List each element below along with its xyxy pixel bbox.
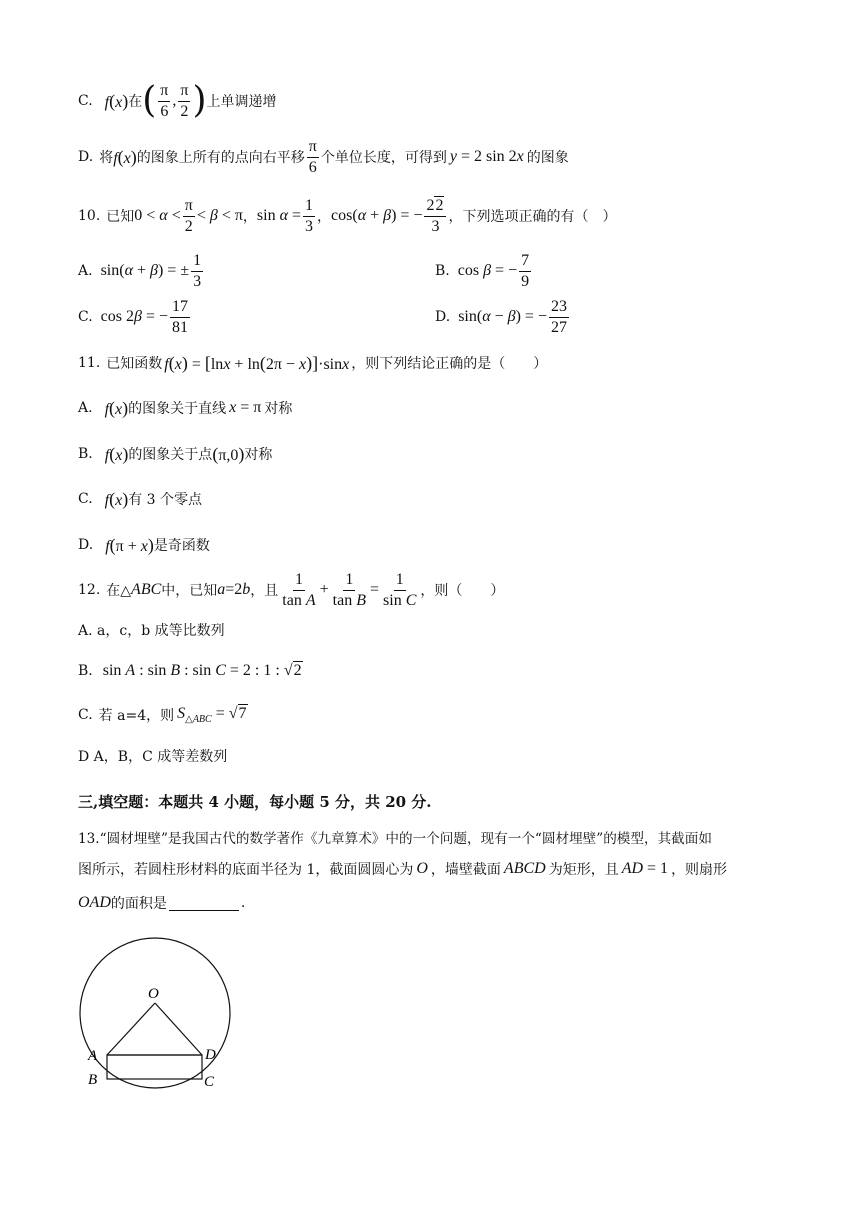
label-c: C <box>204 1074 215 1090</box>
question-number: 11. <box>78 355 101 371</box>
q9-option-c: C. f(x) 在 ( $\frac{\pi}{6}$ , $\frac{\pi}{2}$ ) 上单调递增 <box>78 80 277 121</box>
question-text: . <box>240 895 246 911</box>
q12-option-b <box>78 656 303 686</box>
stem-text: ，且 <box>250 583 279 599</box>
triangle-abc: ABC <box>131 581 162 598</box>
inequality-alpha-beta: 0 < α < <box>134 207 181 224</box>
interval-open-paren: ( <box>142 80 157 121</box>
option-label: B. <box>78 446 93 462</box>
q11-option-d <box>78 531 210 559</box>
formula-y-2sin2x: y = 2 sin 2x <box>449 148 524 165</box>
option-text: 个单位长度，可得到 <box>320 150 447 166</box>
stem-text: ，则下列结论正确的是（ ） <box>351 356 548 372</box>
stem-text: ， <box>242 209 257 225</box>
q10-option-b <box>435 250 533 292</box>
option-text: 若 a=4，则 <box>98 708 175 724</box>
option-formula: sin(α + β) = ± <box>100 262 190 279</box>
stem-text: 在△ <box>106 583 132 599</box>
fraction-pi-over-2: $\frac{\pi}{2}$ <box>180 81 189 120</box>
q11-option-c <box>78 485 202 513</box>
option-label: D. <box>78 537 94 553</box>
fraction-17-81: $\frac{17}{81}$ <box>172 297 189 336</box>
fraction-2root2-3: $\frac{22}{3}$ <box>424 198 446 235</box>
q13-line-1 <box>78 825 712 849</box>
relation-a-2b: a=2b <box>217 581 251 598</box>
q11-option-a <box>78 394 292 422</box>
fraction-7-9: $\frac{7}{9}$ <box>521 251 530 290</box>
option-label: A. <box>78 263 93 279</box>
fraction-1-3: $\frac{1}{3}$ <box>193 251 202 290</box>
option-text: 将 <box>99 150 114 166</box>
answer-blank <box>169 896 239 911</box>
segment-oa <box>107 1003 155 1055</box>
fraction-23-27: $\frac{23}{27}$ <box>550 297 567 336</box>
fraction-pi-over-6: $\frac{\pi}{6}$ <box>160 81 169 120</box>
option-text: 对称 <box>244 447 273 463</box>
area-formula: $S_{\triangle ABC} = √7$ <box>177 704 247 726</box>
question-number: 10. <box>78 208 101 224</box>
option-formula: sin(α − β) = − <box>458 308 547 325</box>
question-text: ，则扇形 <box>671 862 728 878</box>
q12-option-d <box>78 744 227 768</box>
q12-option-a <box>78 618 225 642</box>
option-text: 的图象关于点 <box>128 447 213 463</box>
q10-option-d <box>435 296 571 338</box>
segment-od <box>155 1003 202 1055</box>
q13-line-2 <box>78 856 727 882</box>
option-label: C. <box>78 491 93 507</box>
fraction-1-over-sinC: $\frac{1}{\text{sin C}}$ <box>383 570 417 609</box>
option-text: 在 <box>128 94 143 110</box>
function-fx: f(x) <box>104 488 129 509</box>
fraction-pi-over-6: $\frac{\pi}{6}$ <box>308 137 317 176</box>
q12-stem: 12. 在△ ABC 中，已知 a=2b ，且 $\frac{1}{\text{tan A}}$ + $\frac{1}{\text{tan B}}$ = $\frac{1}{\text{sin C}}$ ，则（ ） <box>78 570 505 609</box>
q10-option-c <box>78 296 192 338</box>
option-text: 的图象关于直线 <box>128 401 227 417</box>
length-ad: AD = 1 <box>621 860 669 877</box>
option-label: A. <box>78 400 93 416</box>
question-text: 的面积是 <box>110 896 167 912</box>
question-text: ，墙壁截面 <box>430 862 501 878</box>
fraction-1-3: $\frac{1}{3}$ <box>305 196 314 235</box>
function-fx: f(x) <box>104 443 129 464</box>
option-text: 的图象 <box>526 150 569 166</box>
option-label: D. <box>78 149 94 165</box>
option-text: A. a，c，b 成等比数列 <box>78 623 225 639</box>
label-d: D <box>205 1047 216 1063</box>
stem-text: 已知 <box>106 209 135 225</box>
stem-text: 已知函数 <box>106 356 163 372</box>
q10-option-a <box>78 250 205 292</box>
label-b: B <box>88 1072 98 1088</box>
stem-text: 中，已知 <box>161 583 218 599</box>
option-label: C. <box>78 707 93 723</box>
option-label: C. <box>78 309 93 325</box>
cross-section-circle <box>80 938 230 1088</box>
q9-option-d <box>78 136 569 178</box>
stem-text: ，则（ ） <box>420 583 505 599</box>
option-text: 上单调递增 <box>206 94 277 110</box>
function-definition: f(x) = [lnx + ln(2π − x)]·sinx <box>164 352 350 373</box>
fraction-1-over-tanB: $\frac{1}{\text{tan B}}$ <box>332 570 366 609</box>
fraction-pi-over-2: $\frac{\pi}{2}$ <box>184 196 193 235</box>
formula-cos-sum: cos(α + β) = − <box>331 207 423 224</box>
fraction-1-over-tanA: $\frac{1}{\text{tan A}}$ <box>282 570 316 609</box>
option-formula: cos β = − <box>457 262 518 279</box>
option-text: 对称 <box>264 401 293 417</box>
circle-wall-figure <box>78 932 238 1097</box>
question-text: 为矩形，且 <box>548 862 619 878</box>
ratio-sines: sin A : sin B : sin C = 2 : 1 : √2 <box>102 662 302 679</box>
line-x-pi: x = π <box>229 399 262 416</box>
option-formula: cos 2β = − <box>100 308 169 325</box>
q12-option-c <box>78 700 248 730</box>
question-text: 13.“圆材埋壁”是我国古代的数学著作《九章算术》中的一个问题，现有一个“圆材埋壁”的模型，其截面如 <box>78 831 712 847</box>
option-text: 是奇函数 <box>153 538 210 554</box>
q13-line-3 <box>78 890 245 916</box>
section-heading: 三,填空题：本题共 4 小题，每小题 5 分，共 20 分. <box>78 792 432 811</box>
option-label: C. <box>78 93 93 109</box>
q11-option-b <box>78 440 272 468</box>
q10-stem: 10. 已知 0 < α < $\frac{\pi}{2}$ < β < π ， sin α = $\frac{1}{3}$ ， cos(α + β) = − $\frac{22}{3}$ ，下列选项正确的有（ ） <box>78 196 617 235</box>
option-text: 有 3 个零点 <box>128 492 203 508</box>
label-a: A <box>88 1048 98 1064</box>
stem-text: ，下列选项正确的有（ ） <box>448 209 617 225</box>
function-f-pi-plus-x: f(π + x) <box>105 534 154 555</box>
option-label: B. <box>78 663 93 679</box>
wall-rectangle-abcd <box>107 1055 202 1079</box>
sector-oad: OAD <box>78 894 111 911</box>
question-text: 图所示，若圆柱形材料的底面半径为 1，截面圆圆心为 <box>78 862 414 878</box>
stem-text: ， <box>317 209 332 225</box>
option-text: 的图象上所有的点向右平移 <box>136 150 305 166</box>
question-number: 12. <box>78 582 101 598</box>
rect-abcd: ABCD <box>503 860 546 877</box>
option-label: B. <box>435 263 450 279</box>
function-fx: f(x) <box>113 146 137 167</box>
interval-close-paren: ) <box>192 80 207 121</box>
option-label: D. <box>435 309 451 325</box>
center-o: O <box>416 860 428 877</box>
q11-stem <box>78 348 547 378</box>
formula-sin-alpha: sin α = <box>256 207 302 224</box>
label-o: O <box>148 986 159 1002</box>
function-fx: f(x) <box>104 90 129 111</box>
function-fx: f(x) <box>104 397 129 418</box>
point-pi-0: (π,0) <box>212 443 245 464</box>
option-text: D A，B，C 成等差数列 <box>78 749 228 765</box>
